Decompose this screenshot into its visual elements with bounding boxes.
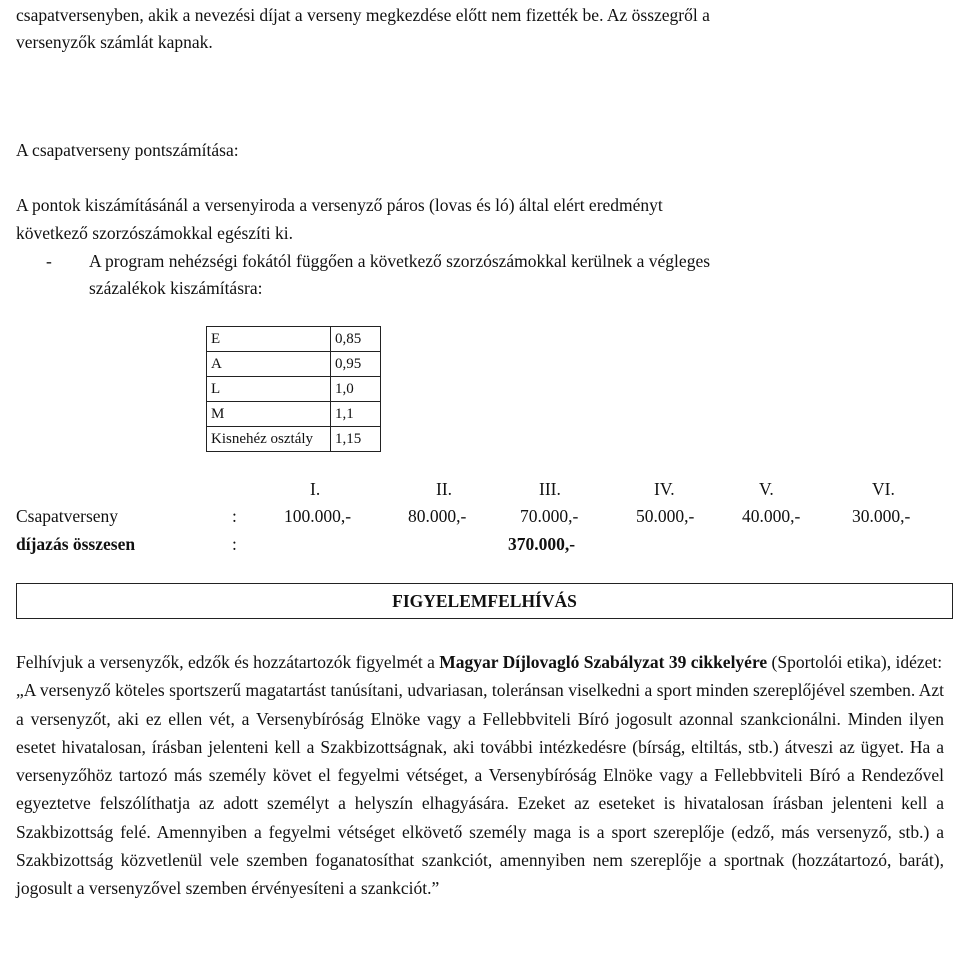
place-label-2: II. <box>436 479 453 499</box>
section-heading: A csapatverseny pontszámítása: <box>16 140 239 160</box>
prize-total-amount: 370.000,- <box>508 534 576 554</box>
intro-line-2: versenyzők számlát kapnak. <box>16 32 213 52</box>
multiplier-table <box>206 326 381 452</box>
level-cell: M <box>207 402 331 427</box>
factor-cell: 1,1 <box>331 402 381 427</box>
prize-amount-6: 30.000,- <box>852 506 911 526</box>
table-row <box>207 402 381 427</box>
intro-line-1: csapatversenyben, akik a nevezési díjat a verseny megkezdése előtt nem fizették be. Az összegről a <box>16 5 710 25</box>
prize-amount-3: 70.000,- <box>520 506 579 526</box>
prize-amount-5: 40.000,- <box>742 506 801 526</box>
table-row <box>207 327 381 352</box>
factor-cell: 0,95 <box>331 352 381 377</box>
notice-intro-bold: Magyar Díjlovagló Szabályzat 39 cikkelyére <box>439 652 768 672</box>
notice-intro-tail: (Sportolói etika), idézet: <box>767 652 943 672</box>
notice-intro-text: Felhívjuk a versenyzők, edzők és hozzátartozók figyelmét a <box>16 652 440 672</box>
notice-title: FIGYELEMFELHÍVÁS <box>392 591 577 611</box>
factor-cell: 1,0 <box>331 377 381 402</box>
prize-amount-4: 50.000,- <box>636 506 695 526</box>
level-cell: Kisnehéz osztály <box>207 427 331 452</box>
level-cell: E <box>207 327 331 352</box>
place-label-3: III. <box>539 479 561 499</box>
place-label-4: IV. <box>654 479 675 499</box>
bullet-line-1: A program nehézségi fokától függően a következő szorzószámokkal kerülnek a végleges <box>89 251 711 271</box>
factor-cell: 0,85 <box>331 327 381 352</box>
table-row <box>207 352 381 377</box>
prize-row-label: Csapatverseny <box>16 506 119 526</box>
level-cell: L <box>207 377 331 402</box>
notice-title-box <box>16 583 953 619</box>
place-label-5: V. <box>759 479 774 499</box>
notice-body <box>16 648 944 903</box>
notice-quote: „A versenyző köteles sportszerű magatartást tanúsítani, udvariasan, toleránsan viselkedni a sport minden szereplőjével szemben. Azt a versenyzőt, aki ez ellen vét, a Versenybíróság Elnöke vagy a Fellebbviteli Bíró jogosult azonnal szankcionálni. Minden ilyen esetet hivatalosan, írásban jelenteni kell a Szakbizottságnak, aki további intézkedésre (bírság, eltiltás, stb.) átveszi az ügyet. Ha a versenyzőhöz tartozó más személy követ el fegyelmi vétséget, a Versenybíróság Elnöke vagy a Fellebbviteli Bíró a Rendezővel egyeztetve felszólíthatja az adott személyt a helyszín elhagyására. Ezeket az eseteket is hivatalosan írásban jelenteni kell a Szakbizottság felé. Amennyiben a fegyelmi vétséget elkövető személy maga is a sport szereplője (edző, más versenyző, stb.) a Szakbizottság közvetlenül vele szemben foganatosíthat szankciót, amennyiben nem szereplője a sportnak (hozzátartozó, barát), jogosult a versenyzővel szemben érvényesíteni a szankciót.” <box>16 680 944 899</box>
factor-cell: 1,15 <box>331 427 381 452</box>
section-paragraph-line-1: A pontok kiszámításánál a versenyiroda a versenyző páros (lovas és ló) által elért eredményt <box>16 195 663 215</box>
place-label-6: VI. <box>872 479 895 499</box>
level-cell: A <box>207 352 331 377</box>
bullet-line-2: százalékok kiszámításra: <box>89 278 263 298</box>
prize-total-colon: : <box>232 534 237 554</box>
prize-amount-1: 100.000,- <box>284 506 352 526</box>
place-label-1: I. <box>310 479 321 499</box>
prize-row-colon: : <box>232 506 237 526</box>
section-paragraph-line-2: következő szorzószámokkal egészíti ki. <box>16 223 293 243</box>
prize-total-label: díjazás összesen <box>16 534 136 554</box>
prize-amount-2: 80.000,- <box>408 506 467 526</box>
bullet-dash: - <box>46 251 52 271</box>
table-row <box>207 377 381 402</box>
table-row <box>207 427 381 452</box>
